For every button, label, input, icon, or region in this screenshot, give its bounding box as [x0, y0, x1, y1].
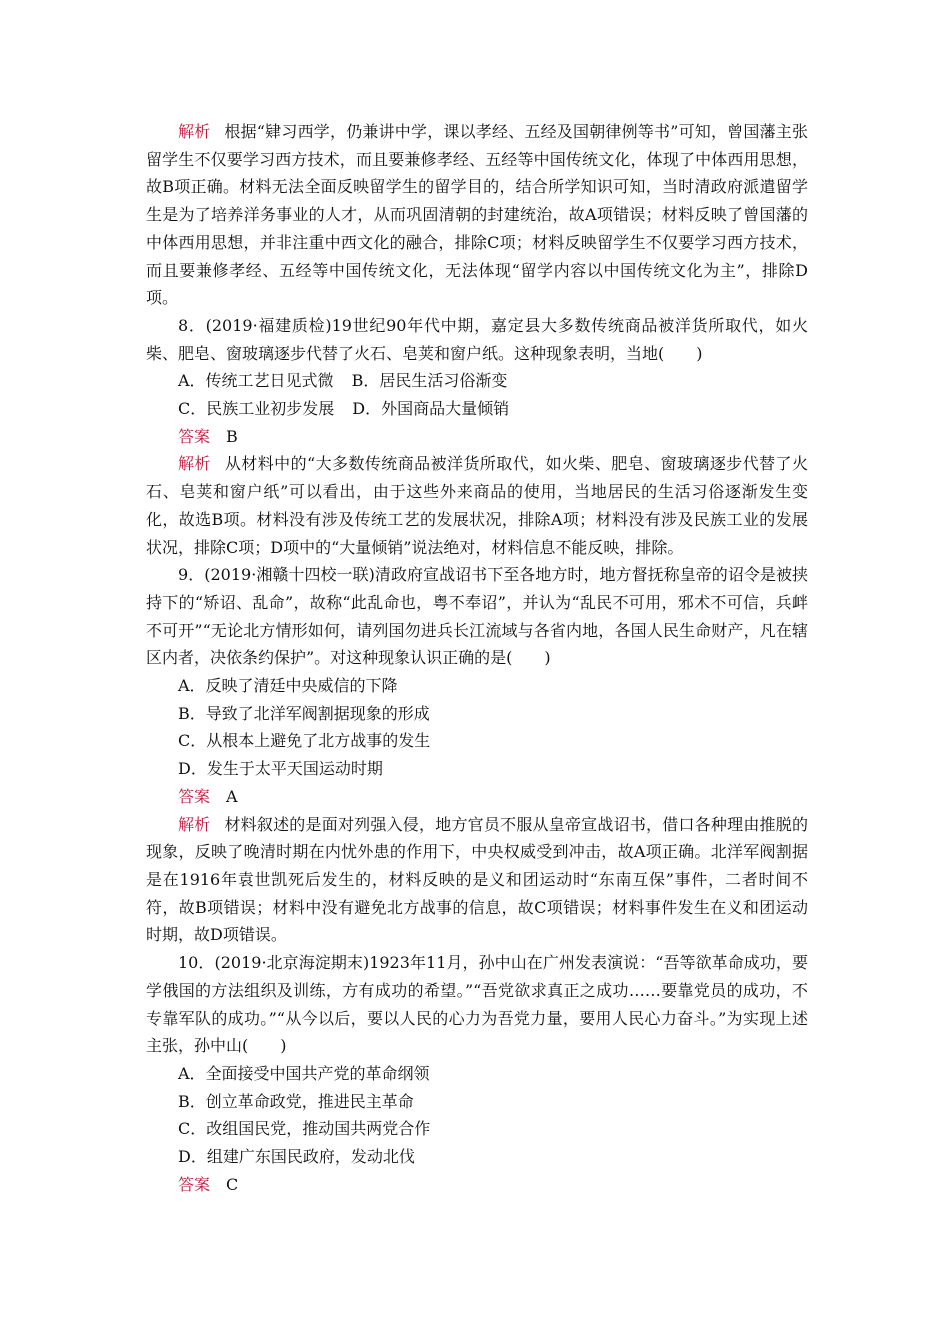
question-8-options-row-1 [146, 367, 808, 395]
question-10-answer [146, 1171, 808, 1199]
question-10-option-c: C．改组国民党，推动国共两党合作 [178, 1119, 431, 1139]
analysis-text: 材料叙述的是面对列强入侵，地方官员不服从皇帝宣战诏书，借口各种理由推脱的现象，反映了晚清时期在内忧外患的作用下，中央权威受到冲击，故A项正确。北洋军阀割据是在1916年袁世凯死后发生的，材料反映的是义和团运动时“东南互保”事件，二者时间不符，故B项错误；材料中没有避免北方战事的信息，故C项错误；材料事件发生在义和团运动时期，故D项错误。 [146, 814, 808, 945]
question-8-answer [146, 423, 808, 451]
answer-tag: 答案 [178, 426, 211, 446]
question-8-stem: 8．(2019·福建质检)19世纪90年代中期，嘉定县大多数传统商品被洋货所取代，如火柴、肥皂、窗玻璃逐步代替了火石、皂荚和窗户纸。这种现象表明，当地( ) [146, 315, 808, 363]
answer-tag: 答案 [178, 1174, 211, 1194]
q7-analysis [146, 118, 808, 312]
question-10-option-d: D．组建广东国民政府，发动北伐 [178, 1147, 415, 1167]
answer-value: A [226, 786, 238, 806]
document-body [146, 118, 808, 1198]
question-8-options-row-2 [146, 395, 808, 423]
analysis-text: 根据“肄习西学，仍兼讲中学，课以孝经、五经及国朝律例等书”可知，曾国藩主张留学生不仅要学习西方技术，而且要兼修孝经、五经等中国传统文化，体现了中体西用思想，故B项正确。材料无法全面反映留学生的留学目的，结合所学知识可知，当时清政府派遣留学生是为了培养洋务事业的人才，从而巩固清朝的封建统治，故A项错误；材料反映了曾国藩的中体西用思想，并非注重中西文化的融合，排除C项；材料反映留学生不仅要学习西方技术，而且要兼修孝经、五经等中国传统文化，无法体现“留学内容以中国传统文化为主”，排除D项。 [146, 122, 808, 308]
answer-value: B [226, 426, 238, 446]
question-8-analysis [146, 450, 808, 561]
analysis-tag: 解析 [178, 814, 211, 834]
analysis-tag: 解析 [178, 454, 211, 474]
question-9-option-c: C．从根本上避免了北方战事的发生 [178, 731, 431, 751]
answer-value: C [226, 1174, 239, 1194]
question-10-option-a: A．全面接受中国共产党的革命纲领 [178, 1063, 430, 1083]
option-a: A．传统工艺日见式微 [178, 371, 334, 391]
question-9-option-b: B．导致了北洋军阀割据现象的形成 [178, 703, 430, 723]
option-d: D．外国商品大量倾销 [352, 399, 510, 419]
question-9-option-d: D．发生于太平天国运动时期 [178, 759, 383, 779]
question-10-stem: 10．(2019·北京海淀期末)1923年11月，孙中山在广州发表演说：“吾等欲革命成功，要学俄国的方法组织及训练，方有成功的希望。”“吾党欲求真正之成功……要靠党员的成功，不专靠军队的成功。”“从今以后，要以人民的心力为吾党力量，要用人民心力奋斗。”为实现上述主张，孙中山( ) [146, 953, 808, 1056]
question-9-stem: 9．(2019·湘赣十四校一联)清政府宣战诏书下至各地方时，地方督抚称皇帝的诏令是被挟持下的“矫诏、乱命”，故称“此乱命也，粤不奉诏”，并认为“乱民不可用，邪术不可信，兵衅不可开”“无论北方情形如何，请列国勿进兵长江流域与各省内地，各国人民生命财产，凡在辖区内者，决依条约保护”。对这种现象认识正确的是( ) [146, 565, 808, 668]
question-10-option-b: B．创立革命政党，推进民主革命 [178, 1091, 414, 1111]
option-b: B．居民生活习俗渐变 [351, 371, 508, 391]
option-c: C．民族工业初步发展 [178, 399, 335, 419]
question-9-answer [146, 783, 808, 811]
answer-tag: 答案 [178, 786, 211, 806]
question-9-analysis [146, 811, 808, 950]
analysis-text: 从材料中的“大多数传统商品被洋货所取代，如火柴、肥皂、窗玻璃逐步代替了火石、皂荚和窗户纸”可以看出，由于这些外来商品的使用，当地居民的生活习俗逐渐发生变化，故选B项。材料没有涉及传统工艺的发展状况，排除A项；材料没有涉及民族工业的发展状况，排除C项；D项中的“大量倾销”说法绝对，材料信息不能反映，排除。 [146, 454, 808, 557]
analysis-tag: 解析 [178, 122, 211, 141]
question-9-option-a: A．反映了清廷中央威信的下降 [178, 676, 398, 696]
